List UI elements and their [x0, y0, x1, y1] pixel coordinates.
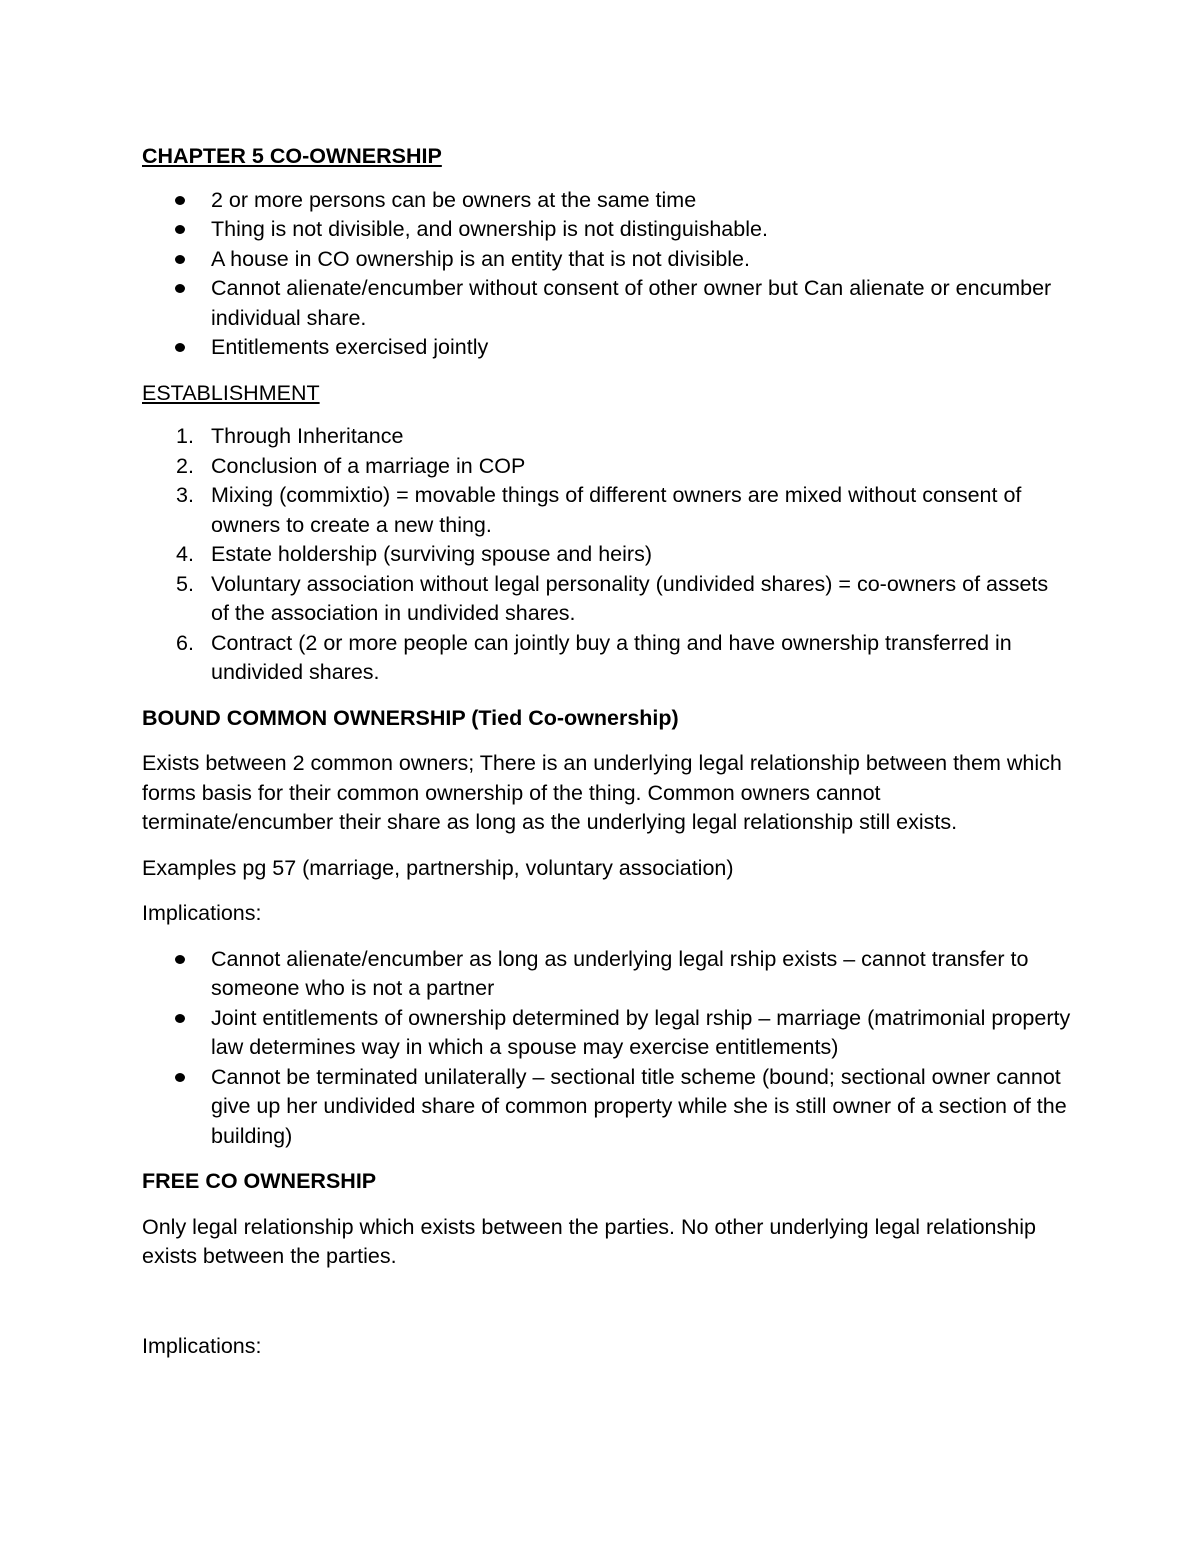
free-implications-label: Implications: — [142, 1333, 262, 1358]
list-number: 5. — [176, 571, 194, 596]
bullet-text: 2 or more persons can be owners at the same time — [211, 187, 697, 212]
list-item — [142, 629, 1072, 688]
chapter-heading: CHAPTER 5 CO-OWNERSHIP — [142, 144, 442, 168]
bound-examples-paragraph: Examples pg 57 (marriage, partnership, voluntary association) — [142, 855, 734, 880]
list-number: 3. — [176, 483, 194, 507]
list-number: 4. — [176, 542, 194, 566]
list-item — [142, 452, 1072, 482]
bullet-icon — [175, 955, 185, 964]
list-text: Conclusion of a marriage in COP — [211, 453, 526, 478]
list-item — [142, 1063, 1072, 1152]
bullet-text: A house in CO ownership is an entity that is not divisible. — [211, 246, 750, 271]
list-text: Voluntary association without legal personality (undivided shares) = co-owners of assets of the association in undivided shares. — [211, 571, 1049, 625]
list-number: 1. — [176, 424, 194, 448]
free-ownership-heading: FREE CO OWNERSHIP — [142, 1169, 377, 1193]
bullet-text: Cannot alienate/encumber as long as underlying legal rship exists – cannot transfer to someone who is not a partner — [211, 946, 1029, 1000]
list-text: Contract (2 or more people can jointly buy a thing and have ownership transferred in undivided shares. — [211, 630, 1012, 684]
bullet-text: Cannot alienate/encumber without consent of other owner but Can alienate or encumber individual share. — [211, 276, 1052, 330]
bullet-text: Cannot be terminated unilaterally – sectional title scheme (bound; sectional owner cannot give up her undivided share of common property while she is still owner of a section of the building) — [211, 1064, 1067, 1148]
bullet-icon — [175, 284, 185, 293]
blank-spacer — [142, 1288, 1072, 1332]
intro-bullet-list — [142, 186, 1072, 363]
bullet-text: Joint entitlements of ownership determined by legal rship – marriage (matrimonial property law determines way in which a spouse may exercise entitlements) — [211, 1005, 1071, 1059]
list-text: Mixing (commixtio) = movable things of different owners are mixed without consent of owners to create a new thing. — [211, 483, 1022, 537]
establishment-list — [142, 422, 1072, 688]
bullet-icon — [175, 343, 185, 352]
bound-implications-label: Implications: — [142, 901, 262, 925]
bullet-icon — [175, 196, 185, 205]
list-item — [142, 481, 1072, 540]
list-item — [142, 1004, 1072, 1063]
list-item — [142, 245, 1072, 275]
bullet-icon — [175, 255, 185, 264]
list-item — [142, 215, 1072, 245]
bullet-text: Thing is not divisible, and ownership is not distinguishable. — [211, 217, 768, 241]
establishment-heading: ESTABLISHMENT — [142, 380, 320, 405]
list-text: Through Inheritance — [211, 424, 404, 448]
document-content — [142, 142, 1072, 1377]
bound-implications-list — [142, 945, 1072, 1152]
bullet-icon — [175, 225, 185, 234]
bullet-text: Entitlements exercised jointly — [211, 335, 489, 359]
list-item — [142, 570, 1072, 629]
list-item — [142, 945, 1072, 1004]
list-item — [142, 274, 1072, 333]
bullet-icon — [175, 1014, 185, 1023]
list-item — [142, 186, 1072, 216]
bound-ownership-paragraph: Exists between 2 common owners; There is an underlying legal relationship between them which forms basis for their common ownership of the thing. Common owners cannot terminate/encumber their share as long as the underlying legal relationship still exists. — [142, 751, 1062, 834]
list-number: 6. — [176, 630, 194, 655]
list-item — [142, 422, 1072, 452]
free-ownership-paragraph: Only legal relationship which exists between the parties. No other underlying legal relationship exists between the parties. — [142, 1214, 1036, 1268]
list-text: Estate holdership (surviving spouse and heirs) — [211, 542, 652, 566]
list-item — [142, 540, 1072, 570]
list-item — [142, 333, 1072, 363]
list-number: 2. — [176, 453, 194, 478]
bound-ownership-heading: BOUND COMMON OWNERSHIP (Tied Co-ownership) — [142, 705, 679, 730]
bullet-icon — [175, 1073, 185, 1082]
